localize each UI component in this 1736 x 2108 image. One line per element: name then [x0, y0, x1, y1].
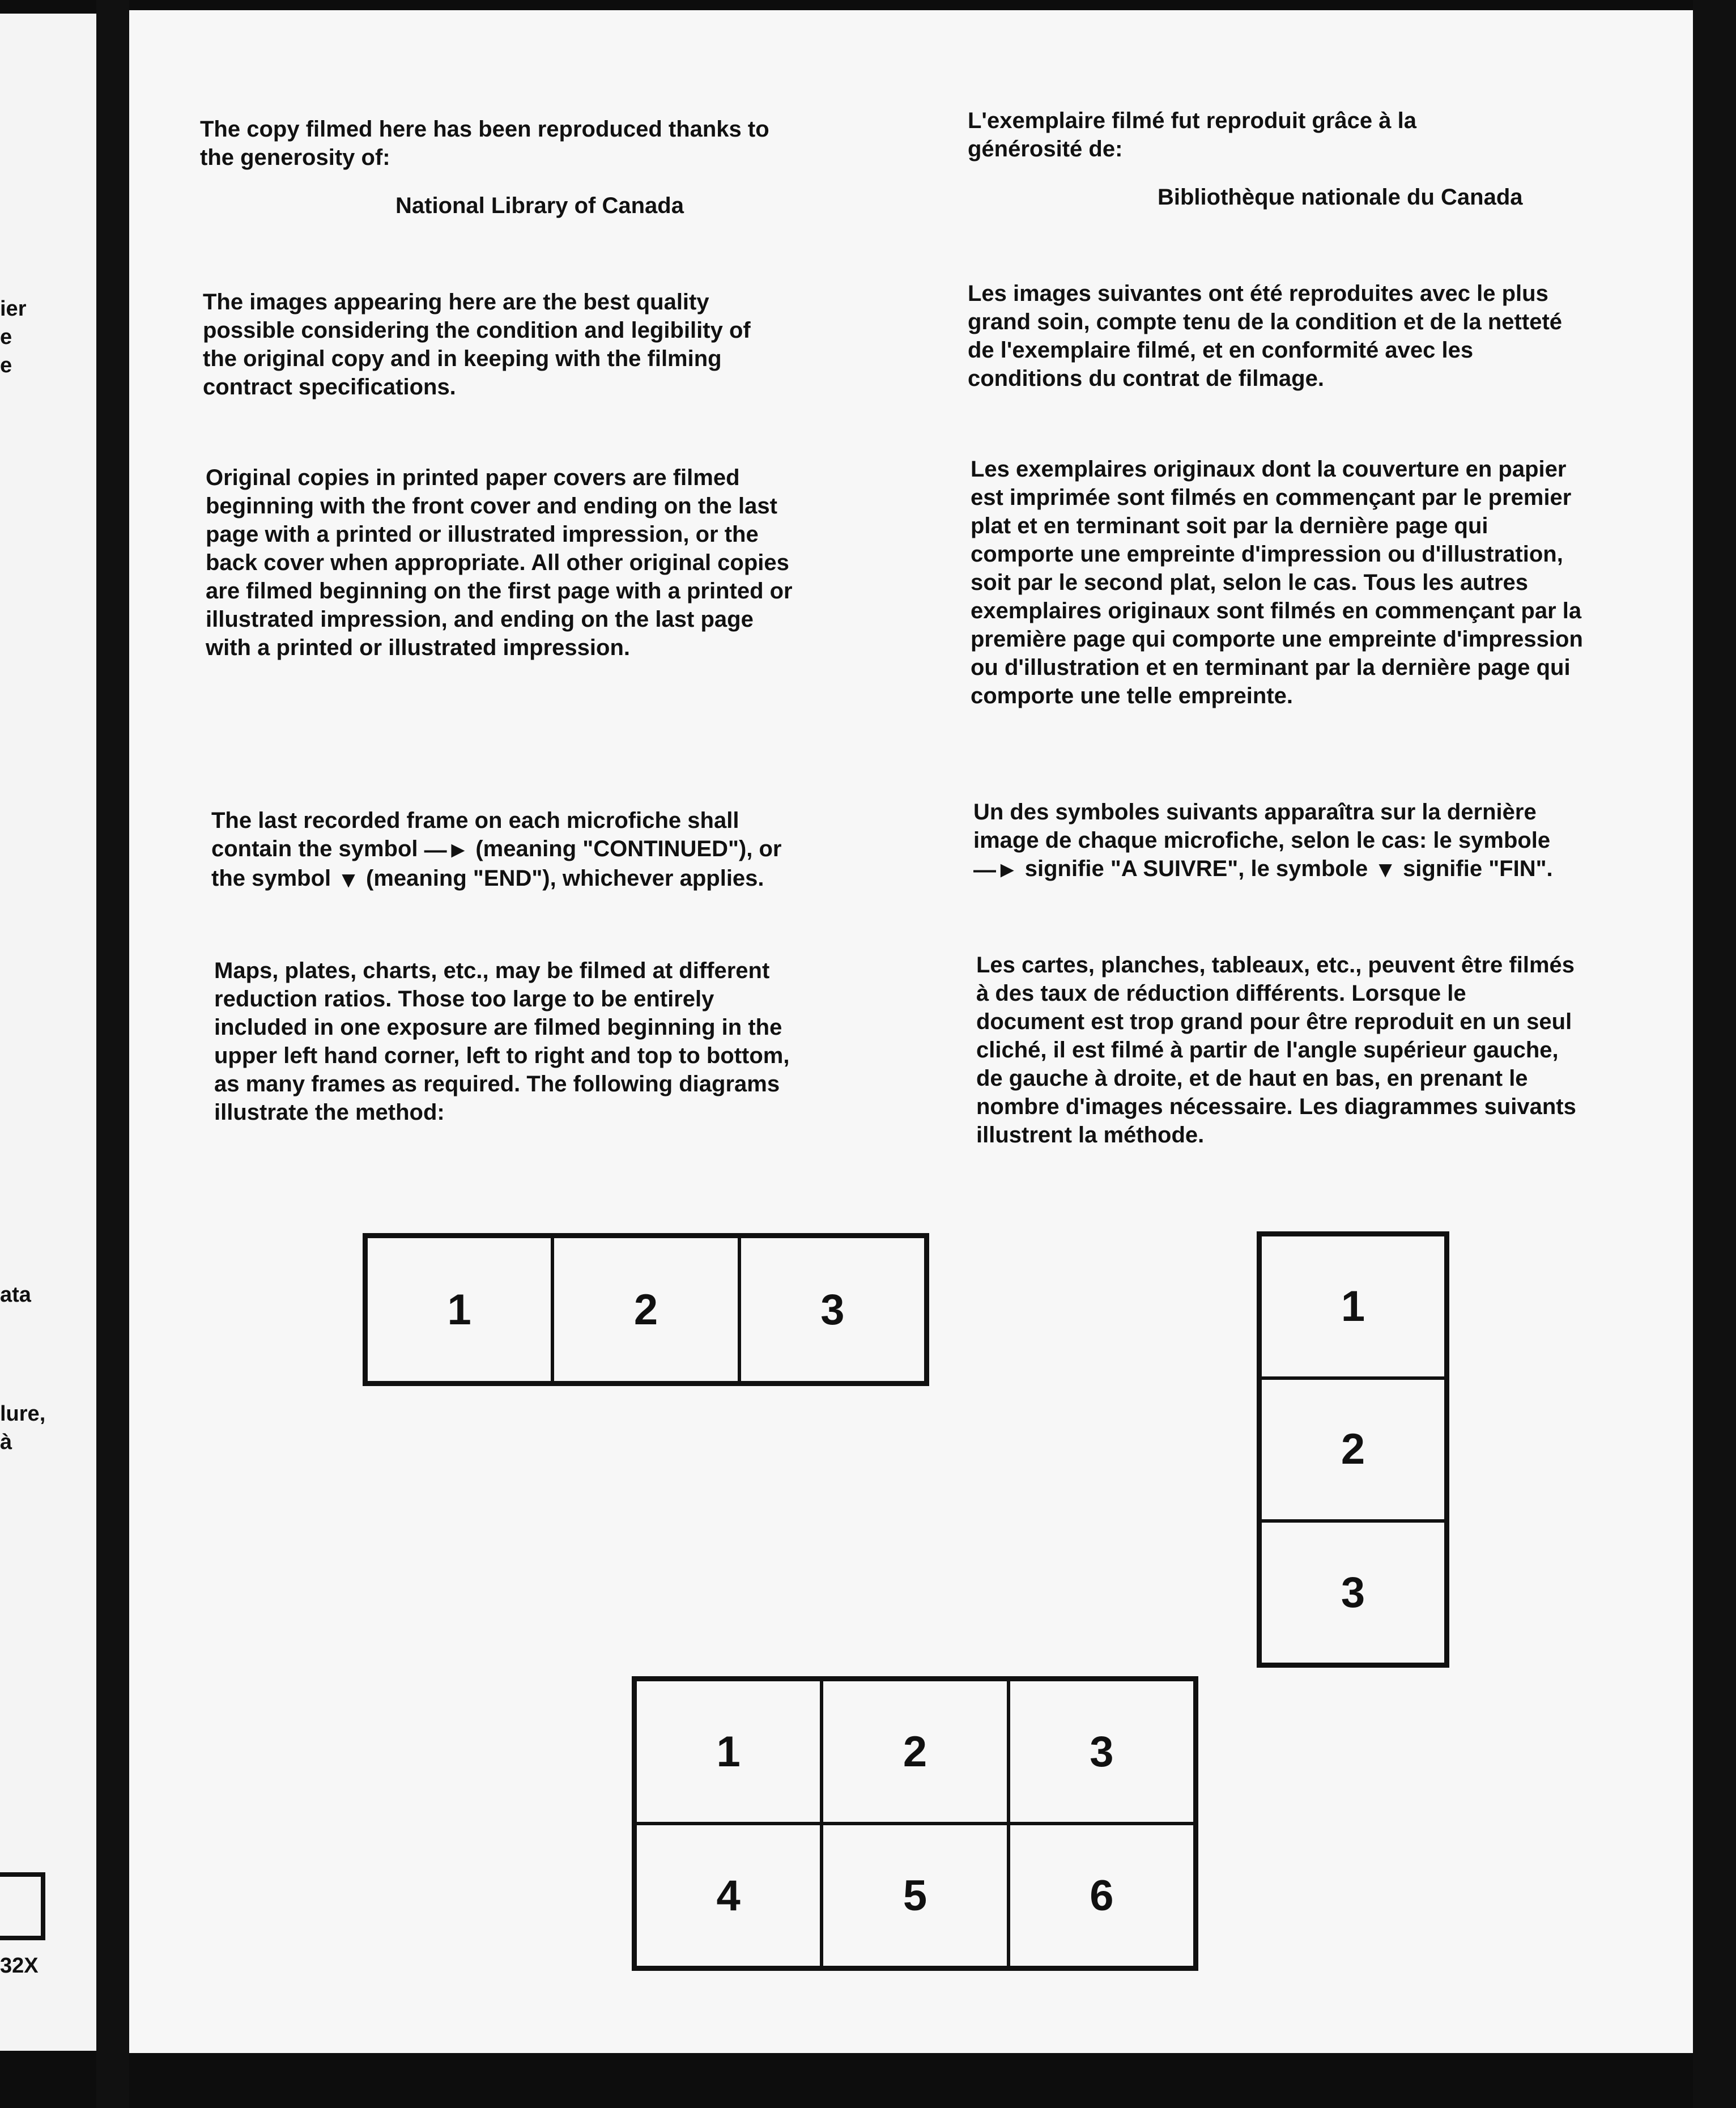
english-quality-paragraph: The images appearing here are the best quality possible considering the condition and legibility of the original copy and in keeping with the filming contract specifications.	[203, 290, 751, 400]
english-institution: National Library of Canada	[395, 193, 684, 218]
french-acknowledgement: L'exemplaire filmé fut reproduit grâce à la générosité de:	[968, 108, 1416, 162]
diagram-cell: 3	[1260, 1521, 1446, 1664]
french-maps-paragraph: Les cartes, planches, tableaux, etc., peuvent être filmés à des taux de réduction différents. Lorsque le document est trop grand pour être reproduit en un seul cliché, il est filmé à partir de l'angle supérieur gauche, de gauche à droite, et de haut en bas, en prenant le nombre d'images nécessaire. Les diagrammes suivants illustrent la méthode.	[976, 953, 1576, 1148]
english-symbols-text-2: (meaning "CONTINUED"), or the symbol	[211, 836, 782, 891]
prev-fragment: ata	[0, 1283, 31, 1307]
diagram-horizontal	[363, 1233, 929, 1386]
prev-fragment: à	[0, 1430, 12, 1454]
english-originals-paragraph: Original copies in printed paper covers are filmed beginning with the front cover and ending on the last page with a printed or illustrated impression, or the back cover when appropriate. All other original copies are filmed beginning on the first page with a printed or illustrated impression, and ending on the last page with a printed or illustrated impression.	[206, 465, 793, 660]
diagram-grid	[632, 1676, 1198, 1971]
diagram-cell: 2	[552, 1236, 739, 1383]
continued-arrow-icon: —►	[973, 857, 1019, 883]
previous-page-strip	[0, 14, 96, 2051]
french-symbols-text-1: Un des symboles suivants apparaîtra sur la dernière image de chaque microfiche, selon le cas: le symbole	[973, 800, 1551, 853]
diagram-cell: 5	[822, 1824, 1008, 1967]
diagram-cell: 1	[1260, 1235, 1446, 1378]
end-triangle-icon: ▼	[337, 867, 360, 892]
page-seam	[96, 0, 129, 2108]
diagram-cell: 2	[822, 1680, 1008, 1824]
french-symbols-paragraph	[973, 798, 1568, 884]
french-institution: Bibliothèque nationale du Canada	[1158, 185, 1523, 210]
diagram-vertical	[1257, 1231, 1449, 1668]
diagram-cell: 4	[635, 1824, 822, 1967]
french-quality-paragraph: Les images suivantes ont été reproduites avec le plus grand soin, compte tenu de la condition et de la netteté de l'exemplaire filmé, et en conformité avec les conditions du contrat de filmage.	[968, 281, 1563, 391]
prev-fragment: lure,	[0, 1402, 46, 1426]
document-page	[129, 10, 1693, 2053]
diagram-cell: 1	[366, 1236, 552, 1383]
diagram-cell: 2	[1260, 1378, 1446, 1522]
prev-fragment: ier	[0, 297, 27, 321]
prev-fragment: e	[0, 354, 12, 377]
english-symbols-text-1: The last recorded frame on each microfiche shall contain the symbol	[211, 808, 739, 861]
prev-fragment: 32X	[0, 1954, 39, 1978]
continued-arrow-icon: —►	[424, 838, 470, 863]
english-symbols-text-3: (meaning "END"), whichever applies.	[366, 866, 764, 891]
end-triangle-icon: ▼	[1374, 857, 1397, 883]
english-maps-paragraph: Maps, plates, charts, etc., may be filmed at different reduction ratios. Those too large to be entirely included in one exposure are filmed beginning in the upper left hand corner, left to right and top to bottom, as many frames as required. The following diagrams illustrate the method:	[214, 958, 790, 1125]
diagram-cell: 3	[1009, 1680, 1195, 1824]
french-symbols-text-3: signifie "FIN".	[1403, 856, 1553, 881]
prev-fragment: e	[0, 325, 12, 349]
english-symbols-paragraph	[211, 806, 795, 894]
diagram-cell: 3	[739, 1236, 926, 1383]
resolution-target-box	[0, 1872, 45, 1940]
english-acknowledgement: The copy filmed here has been reproduced thanks to the generosity of:	[200, 117, 769, 170]
french-originals-paragraph: Les exemplaires originaux dont la couverture en papier est imprimée sont filmés en commençant par le premier plat et en terminant soit par la dernière page qui comporte une empreinte d'impression ou d'illustration, soit par le second plat, selon le cas. Tous les autres exemplaires originaux sont filmés en commençant par la première page qui comporte une empreinte d'impression ou d'illustration et en terminant par la dernière page qui comporte une telle empreinte.	[971, 457, 1583, 708]
diagram-cell: 1	[635, 1680, 822, 1824]
scan-border-right	[1693, 0, 1736, 2108]
french-symbols-text-2: signifie "A SUIVRE", le symbole	[1024, 856, 1368, 881]
diagram-cell: 6	[1009, 1824, 1195, 1967]
